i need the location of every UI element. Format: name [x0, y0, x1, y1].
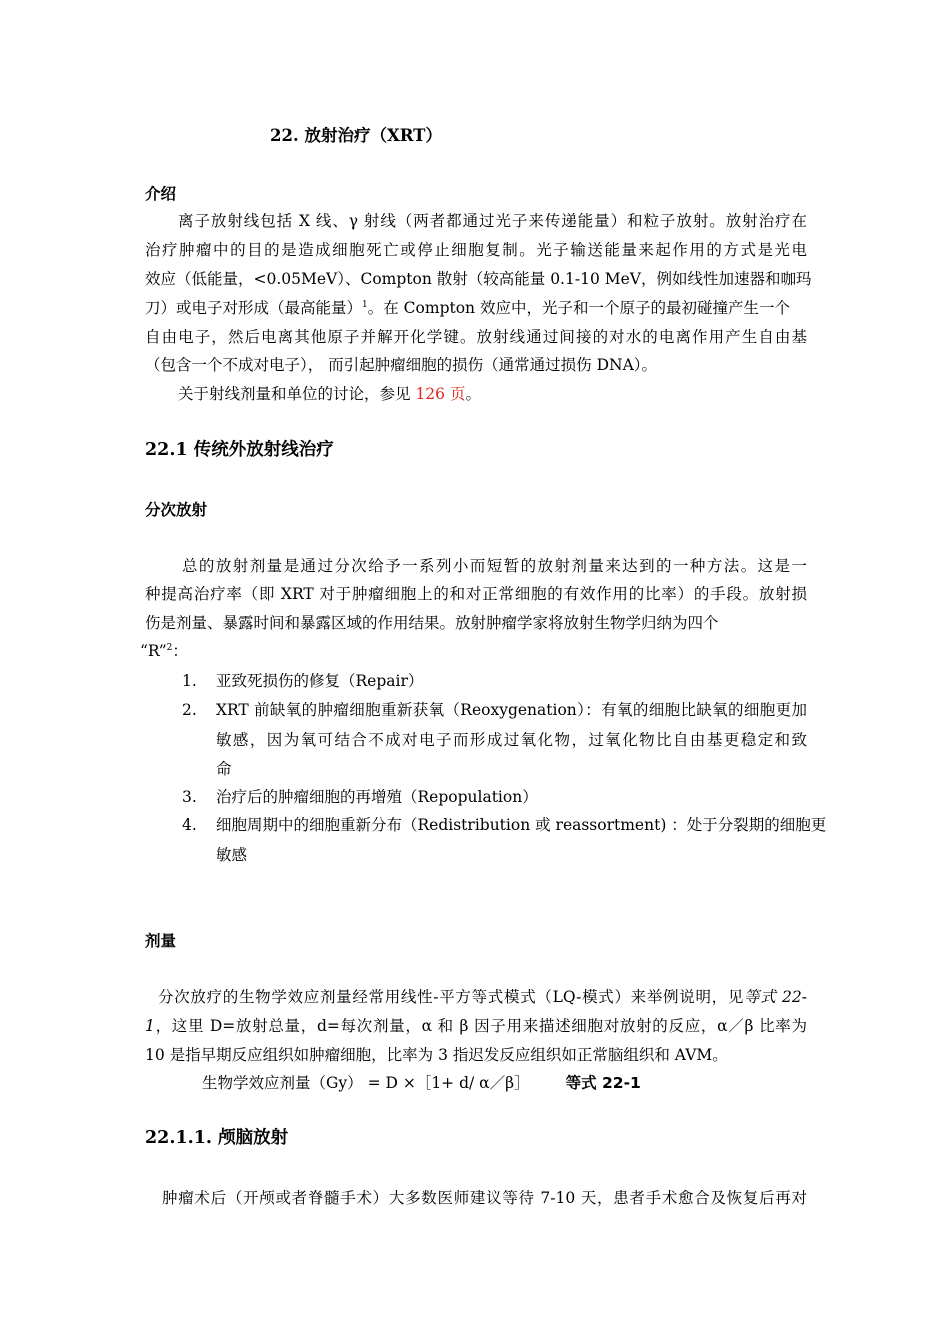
equation — [202, 1073, 864, 1093]
fraction-line: 种提高治疗率（即 XRT 对于肿瘤细胞上的和对正常细胞的有效作用的比率）的手段。放射损 — [145, 585, 807, 603]
r-line — [140, 641, 802, 661]
dose-line: 10 是指早期反应组织如肿瘤细胞，比率为 3 指迟发反应组织如正常脑组织和 AVM。 — [145, 1046, 728, 1064]
equation-text: 生物学效应剂量（Gy） = D ×［1+ d/ α／β］ — [202, 1074, 530, 1092]
intro-line: 效应（低能量，<0.05MeV）、Compton 散射（较高能量 0.1-10 MeV，例如线性加速器和咖玛 — [145, 270, 812, 288]
footnote-ref[interactable]: 1 — [362, 299, 368, 310]
fraction-line: 总的放射剂量是通过分次给予一系列小而短暂的放射剂量来达到的一种方法。这是一 — [182, 557, 807, 575]
equation-ref[interactable]: 等式 22- — [744, 988, 808, 1006]
footnote-ref[interactable]: 2 — [166, 642, 173, 653]
r-text: “R” — [140, 642, 167, 660]
list-item-text: 命 — [216, 760, 232, 778]
list-item-number: 4. — [182, 816, 197, 834]
r-text: ： — [172, 642, 188, 660]
cranial-line: 肿瘤术后（开颅或者脊髓手术）大多数医师建议等待 7-10 天，患者手术愈合及恢复后再对 — [162, 1189, 807, 1207]
list-item-number: 3. — [182, 788, 197, 806]
list-item-text: 亚致死损伤的修复（Repair） — [216, 672, 424, 690]
intro-heading: 介绍 — [145, 184, 177, 203]
fraction-line: 伤是剂量、暴露时间和暴露区域的作用结果。放射肿瘤学家将放射生物学归纳为四个 — [145, 614, 719, 632]
list-item-text: 治疗后的肿瘤细胞的再增殖（Repopulation） — [216, 788, 538, 806]
list-item-text: 细胞周期中的细胞重新分布（Redistribution 或 reassortment) ：处于分裂期的细胞更 — [216, 816, 827, 834]
subsection-heading: 剂量 — [145, 931, 177, 950]
intro-line: 离子放射线包括 X 线、γ 射线（两者都通过光子来传递能量）和粒子放射。放射治疗在 — [178, 212, 807, 230]
intro-line: 自由电子，然后电离其他原子并解开化学键。放射线通过间接的对水的电离作用产生自由基 — [145, 328, 807, 346]
dose-line — [145, 1016, 807, 1036]
equation-ref[interactable]: 1 — [145, 1017, 155, 1035]
section-heading: 22.1.1. 颅脑放射 — [145, 1128, 289, 1148]
ref-text: 。 — [465, 385, 481, 403]
intro-line-text: 刀）或电子对形成（最高能量） — [145, 299, 363, 317]
intro-line-text: 。在 Compton 效应中，光子和一个原子的最初碰撞产生一个 — [367, 299, 790, 317]
intro-line-4 — [145, 298, 807, 318]
list-item-number: 2. — [182, 701, 197, 719]
equation-label: 等式 22-1 — [565, 1074, 641, 1092]
intro-reference — [178, 384, 840, 404]
list-item-text: 敏感，因为氧可结合不成对电子而形成过氧化物，过氧化物比自由基更稳定和致 — [216, 731, 807, 749]
list-item-text: 敏感 — [216, 846, 248, 864]
page-link[interactable]: 126 页 — [415, 385, 466, 403]
list-item-number: 1. — [182, 672, 197, 690]
dose-text: 分次放疗的生物学效应剂量经常用线性-平方等式模式（LQ-模式）来举例说明，见 — [158, 988, 745, 1006]
chapter-title: 22. 放射治疗（XRT） — [270, 126, 442, 145]
list-item-text: XRT 前缺氧的肿瘤细胞重新获氧（Reoxygenation）：有氧的细胞比缺氧的细胞更加 — [216, 701, 807, 719]
dose-line — [158, 987, 807, 1007]
ref-text: 关于射线剂量和单位的讨论，参见 — [178, 385, 416, 403]
section-heading: 22.1 传统外放射线治疗 — [145, 440, 334, 460]
intro-line: 治疗肿瘤中的目的是造成细胞死亡或停止细胞复制。光子输送能量来起作用的方式是光电 — [145, 241, 807, 259]
subsection-heading: 分次放射 — [145, 500, 208, 519]
dose-text: ，这里 D=放射总量，d=每次剂量，α 和 β 因子用来描述细胞对放射的反应，α／β 比率为 — [154, 1017, 807, 1035]
intro-line: （包含一个不成对电子）， 而引起肿瘤细胞的损伤（通常通过损伤 DNA）。 — [145, 356, 658, 374]
